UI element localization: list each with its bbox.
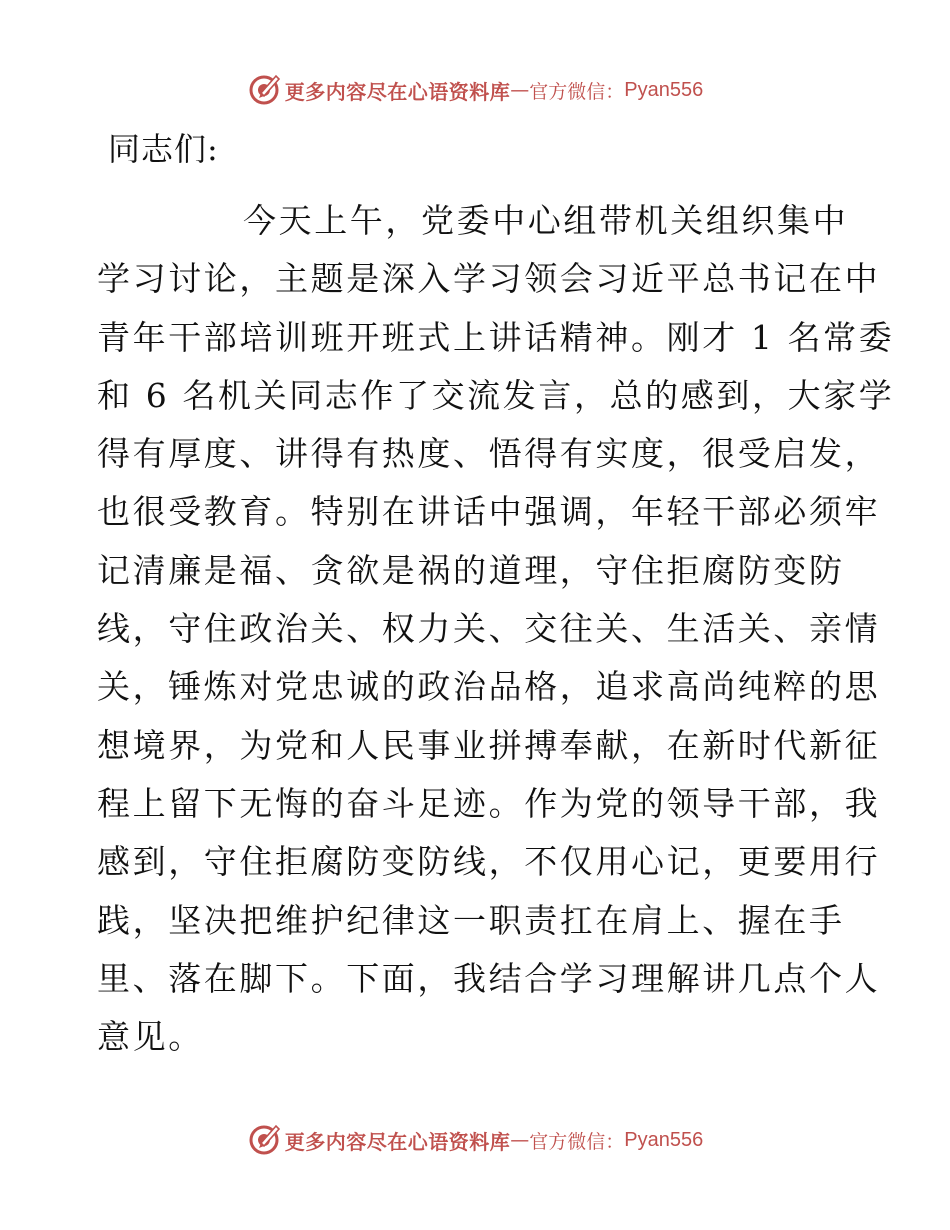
watermark-brand-text: 更多内容尽在心语资料库 <box>284 79 511 104</box>
paragraph-line: 践，坚决把维护纪律这一职责扛在肩上、握在手 <box>97 900 845 940</box>
speech-paragraph <box>97 192 895 1066</box>
paragraph-line: 也很受教育。特别在讲话中强调，年轻干部必须牢 <box>97 492 881 532</box>
watermark-dash: — <box>510 1129 530 1151</box>
paragraph-line: 今天上午，党委中心组带机关组织集中 <box>243 201 849 240</box>
header-watermark <box>0 70 950 110</box>
watermark-wechat-label: 官方微信： <box>529 1130 625 1153</box>
paragraph-line: 想境界，为党和人民事业拼搏奉献，在新时代新征 <box>97 725 881 765</box>
paragraph-line: 关，锤炼对党忠诚的政治品格，追求高尚纯粹的思 <box>97 667 881 707</box>
footer-watermark <box>0 1120 950 1160</box>
pen-logo-icon <box>247 1123 281 1157</box>
paragraph-line: 程上留下无悔的奋斗足迹。作为党的领导干部，我 <box>97 783 881 823</box>
paragraph-line: 线，守住政治关、权力关、交往关、生活关、亲情 <box>97 609 881 649</box>
paragraph-line: 里、落在脚下。下面，我结合学习理解讲几点个人 <box>97 958 881 998</box>
paragraph-line: 感到，守住拒腐防变防线，不仅用心记，更要用行 <box>97 842 881 882</box>
watermark-dash: — <box>510 79 530 101</box>
watermark-wechat-id: Pyan556 <box>624 1128 704 1151</box>
paragraph-line: 记清廉是福、贪欲是祸的道理，守住拒腐防变防 <box>97 550 845 590</box>
paragraph-line: 意见。 <box>97 1017 204 1057</box>
paragraph-line: 得有厚度、讲得有热度、悟得有实度，很受启发， <box>97 434 881 474</box>
salutation: 同志们: <box>108 130 219 168</box>
paragraph-line: 学习讨论，主题是深入学习领会习近平总书记在中 <box>97 259 881 299</box>
watermark-wechat-id: Pyan556 <box>624 78 704 101</box>
watermark-wechat-label: 官方微信： <box>529 80 625 103</box>
paragraph-line: 青年干部培训班开班式上讲话精神。刚才 1 名常委 <box>97 317 895 357</box>
pen-logo-icon <box>247 73 281 107</box>
watermark-brand-text: 更多内容尽在心语资料库 <box>284 1129 511 1154</box>
paragraph-line: 和 6 名机关同志作了交流发言，总的感到，大家学 <box>97 375 895 415</box>
